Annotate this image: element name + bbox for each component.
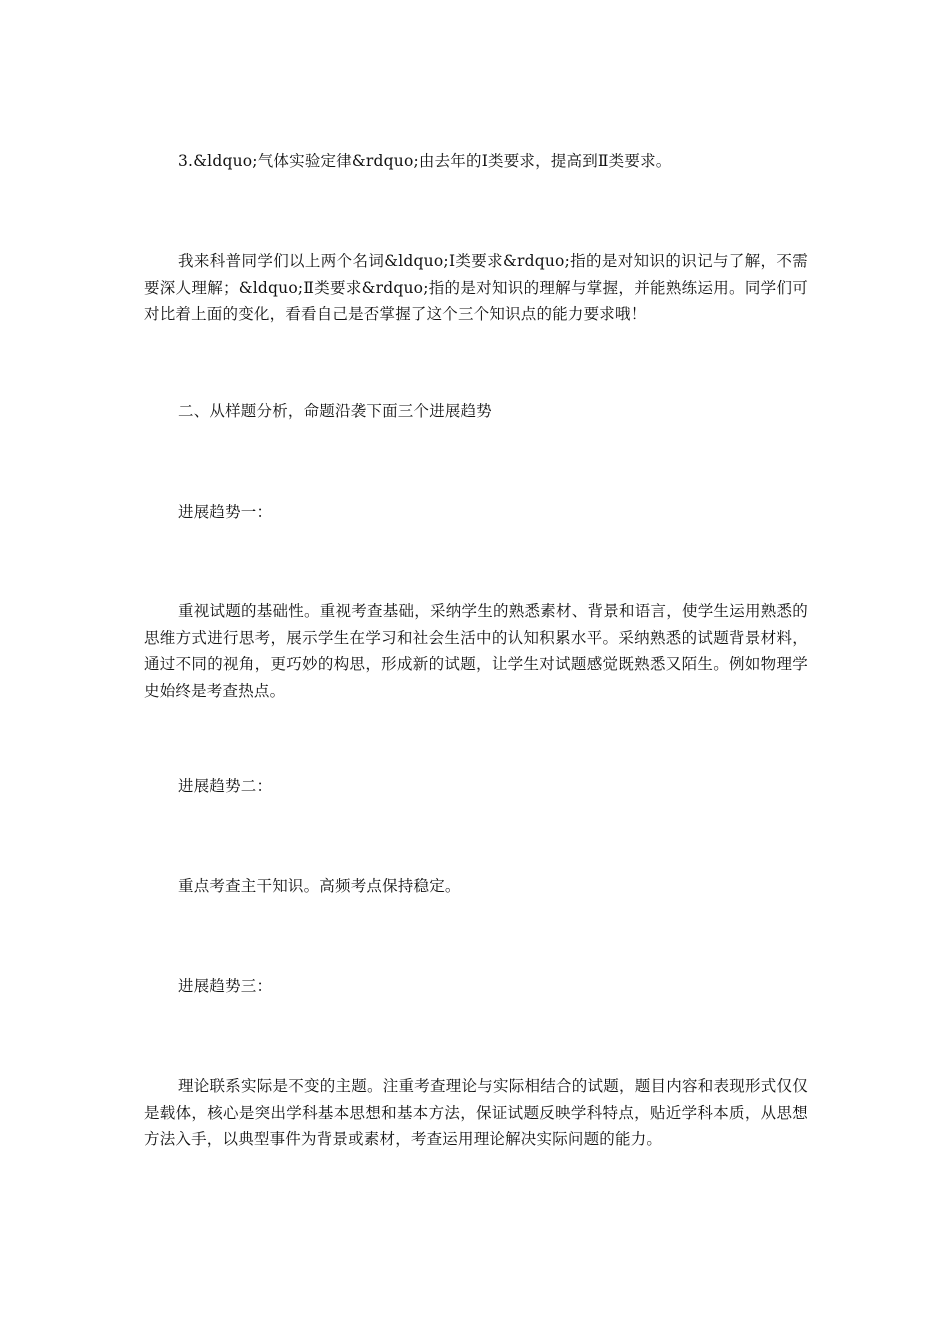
- trend-two-body: 重点考查主干知识。高频考点保持稳定。: [178, 877, 461, 895]
- trend-three-heading: 进展趋势三：: [178, 977, 273, 995]
- trend-one-heading: 进展趋势一：: [178, 503, 273, 521]
- trend-two-heading: 进展趋势二：: [178, 777, 273, 795]
- trend-one-body: 重视试题的基础性。重视考查基础，采纳学生的熟悉素材、背景和语言，使学生运用熟悉的思维方式进行思考，展示学生在学习和社会生活中的认知积累水平。采纳熟悉的试题背景材料，通过不同的视角，更巧妙的构思，形成新的试题，让学生对试题感觉既熟悉又陌生。例如物理学史始终是考查热点。: [144, 602, 808, 700]
- section-heading-trends: 二、从样题分析，命题沿袭下面三个进展趋势: [178, 402, 493, 420]
- paragraph-gas-law-requirement: 3.&ldquo;气体实验定律&rdquo;由去年的Ⅰ类要求，提高到Ⅱ类要求。: [178, 152, 672, 170]
- trend-three-body: 理论联系实际是不变的主题。注重考查理论与实际相结合的试题，题目内容和表现形式仅仅是载体，核心是突出学科基本思想和基本方法，保证试题反映学科特点，贴近学科本质，从思想方法入手，以典型事件为背景或素材，考查运用理论解决实际问题的能力。: [144, 1077, 808, 1148]
- paragraph-requirement-explanation: 我来科普同学们以上两个名词&ldquo;Ⅰ类要求&rdquo;指的是对知识的识记与了解，不需要深人理解；&ldquo;Ⅱ类要求&rdquo;指的是对知识的理解与掌握，并能熟练运用。同学们可对比着上面的变化，看看自己是否掌握了这个三个知识点的能力要求哦！: [144, 252, 808, 323]
